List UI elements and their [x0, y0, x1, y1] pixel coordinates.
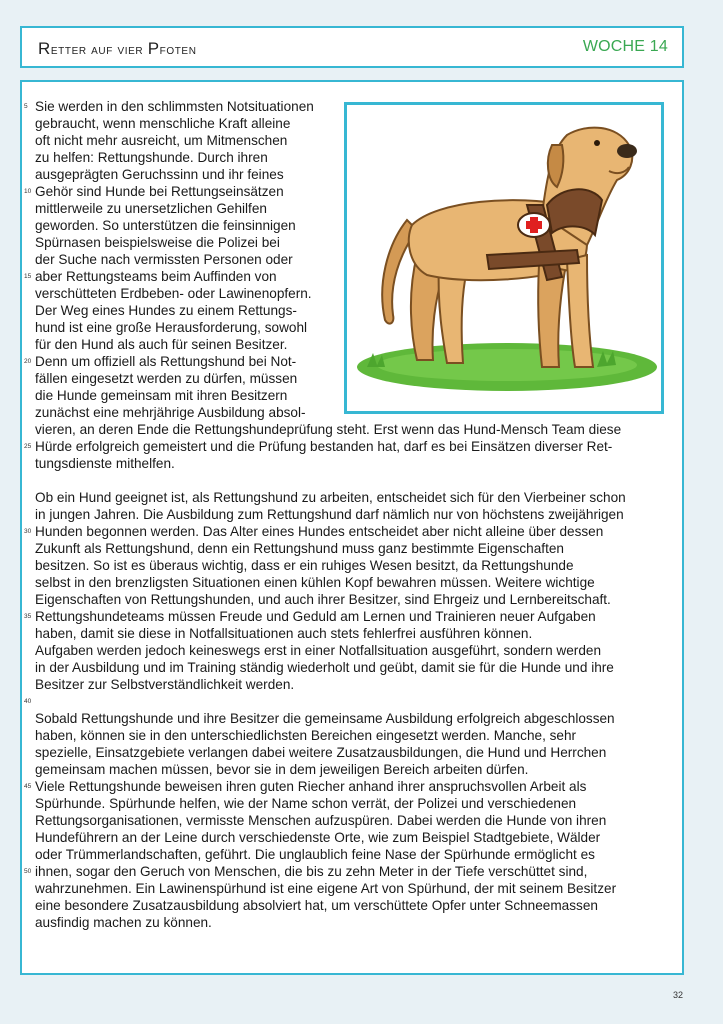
line-number: 25 — [24, 443, 32, 450]
text-line: oder Trümmerlandschaften, geführt. Die unglaublich feine Nase der Spürhunde ermöglicht es — [35, 847, 595, 862]
text-line: Rettungshundeteams müssen Freude und Geduld am Lernen und Trainieren neuer Aufgaben — [35, 609, 596, 624]
dog-icon — [347, 105, 661, 411]
text-line: ausfindig machen zu können. — [35, 915, 212, 930]
text-line: Denn um offiziell als Rettungshund bei Not- — [35, 354, 297, 369]
text-line: Der Weg eines Hundes zu einem Rettungs- — [35, 303, 297, 318]
text-line: oft nicht mehr ausreicht, um Mitmenschen — [35, 133, 288, 148]
text-line: zu helfen: Rettungshunde. Durch ihren — [35, 150, 268, 165]
text-line: gemeinsam machen müssen, bevor sie in dem jeweiligen Bereich arbeiten dürfen. — [35, 762, 529, 777]
rescue-dog-illustration — [344, 102, 664, 414]
text-line: vieren, an deren Ende die Rettungshundeprüfung steht. Erst wenn das Hund-Mensch Team diese — [35, 422, 622, 437]
line-number: 30 — [24, 528, 32, 535]
line-number: 20 — [24, 358, 32, 365]
text-line: Hundeführern an der Leine durch verschiedenste Orte, wie zum Beispiel Stadtgebiete, Wälder — [35, 830, 601, 845]
text-line: hund ist eine große Herausforderung, sowohl — [35, 320, 308, 335]
text-line: die Hunde gemeinsam mit ihren Besitzern — [35, 388, 288, 403]
line-number: 50 — [24, 868, 32, 875]
line-number: 35 — [24, 613, 32, 620]
text-line: gebraucht, wenn menschliche Kraft alleine — [35, 116, 291, 131]
page-title — [38, 39, 197, 59]
text-line: mittlerweile zu unersetzlichen Gehilfen — [35, 201, 267, 216]
text-line: tungsdienste mithelfen. — [35, 456, 175, 471]
text-line: der Suche nach vermissten Personen oder — [35, 252, 293, 267]
title-part: foten — [159, 41, 197, 57]
text-line: Ob ein Hund geeignet ist, als Rettungshund zu arbeiten, entscheidet sich für den Vierbeiner schon — [35, 490, 626, 505]
line-number: 10 — [24, 188, 32, 195]
text-line: Gehör sind Hunde bei Rettungseinsätzen — [35, 184, 284, 199]
text-line: Rettungsorganisationen, vermisste Menschen aufzuspüren. Dabei werden die Hunde von ihren — [35, 813, 607, 828]
text-line: Hunden begonnen werden. Das Alter eines Hundes entscheidet aber nicht alleine über dessen — [35, 524, 604, 539]
line-number: 40 — [24, 698, 32, 705]
text-line: Spürnasen beispielsweise die Polizei bei — [35, 235, 280, 250]
text-line: Hürde erfolgreich gemeistert und die Prüfung bestanden hat, darf es bei Einsätzen diverser Ret- — [35, 439, 613, 454]
text-line: aber Rettungsteams beim Auffinden von — [35, 269, 277, 284]
title-part: etter auf vier — [50, 41, 148, 57]
text-line: verschütteten Erdbeben- oder Lawinenopfern. — [35, 286, 312, 301]
article-box — [20, 80, 684, 975]
text-line: selbst in den brenzligsten Situationen einen kühlen Kopf bewahren müssen. Weitere wichtige — [35, 575, 595, 590]
text-line: in jungen Jahren. Die Ausbildung zum Rettungshund darf nämlich nur von höchstens zweijährigen — [35, 507, 624, 522]
text-line: fällen eingesetzt werden zu dürfen, müssen — [35, 371, 298, 386]
text-line: Spürhunde. Spürhunde helfen, wie der Name schon verrät, der Polizei und verschiedenen — [35, 796, 577, 811]
title-part: R — [38, 39, 51, 58]
text-line: geworden. So unterstützen die feinsinnigen — [35, 218, 296, 233]
text-line: eine besondere Zusatzausbildung absolviert hat, um verschüttete Opfer unter Schneemassen — [35, 898, 598, 913]
text-line: Sie werden in den schlimmsten Notsituationen — [35, 99, 314, 114]
text-line: spezielle, Einsatzgebiete verlangen dabei weitere Zusatzausbildungen, die Hund und Herrchen — [35, 745, 607, 760]
text-line: Zukunft als Rettungshund, denn ein Rettungshund muss ganz bestimmte Eigenschaften — [35, 541, 564, 556]
text-line: Eigenschaften von Rettungshunden, und auch ihrer Besitzer, sind Ehrgeiz und Lernbereitschaft. — [35, 592, 611, 607]
line-number: 5 — [24, 103, 28, 110]
text-line: wahrzunehmen. Ein Lawinenspürhund ist eine eigene Art von Spürhund, der mit seinem Besitzer — [35, 881, 617, 896]
text-line: in der Ausbildung und im Training ständig wiederholt und geübt, damit sie für die Hunde und ihre — [35, 660, 614, 675]
text-line: Besitzer zur Selbstverständlichkeit werden. — [35, 677, 295, 692]
line-number: 45 — [24, 783, 32, 790]
page-header — [20, 26, 684, 68]
text-line: haben, damit sie diese in Notfallsituationen auch stets fehlerfrei ausführen können. — [35, 626, 533, 641]
text-line: Viele Rettungshunde beweisen ihren guten Riecher anhand ihrer anspruchsvollen Arbeit als — [35, 779, 587, 794]
title-part: P — [147, 39, 160, 58]
text-line: ihnen, sogar den Geruch von Menschen, die bis zu zehn Meter in der Tiefe verschüttet sind, — [35, 864, 588, 879]
week-label: WOCHE 14 — [582, 38, 668, 55]
text-line: haben, können sie in den unterschiedlichsten Bereichen eingesetzt werden. Manche, sehr — [35, 728, 577, 743]
text-line: Aufgaben werden jedoch keineswegs erst in einer Notfallsituation ausgeführt, sondern werden — [35, 643, 601, 658]
text-line: für den Hund als auch für seinen Besitzer. — [35, 337, 288, 352]
page-number: 32 — [672, 990, 683, 1000]
line-number: 15 — [24, 273, 32, 280]
text-line: Sobald Rettungshunde und ihre Besitzer die gemeinsame Ausbildung erfolgreich abgeschlossen — [35, 711, 615, 726]
text-line: besitzen. So ist es überaus wichtig, dass er ein ruhiges Wesen besitzt, da Rettungshunde — [35, 558, 574, 573]
text-line: ausgeprägten Geruchssinn und ihr feines — [35, 167, 284, 182]
text-line: zunächst eine mehrjährige Ausbildung absol- — [35, 405, 306, 420]
